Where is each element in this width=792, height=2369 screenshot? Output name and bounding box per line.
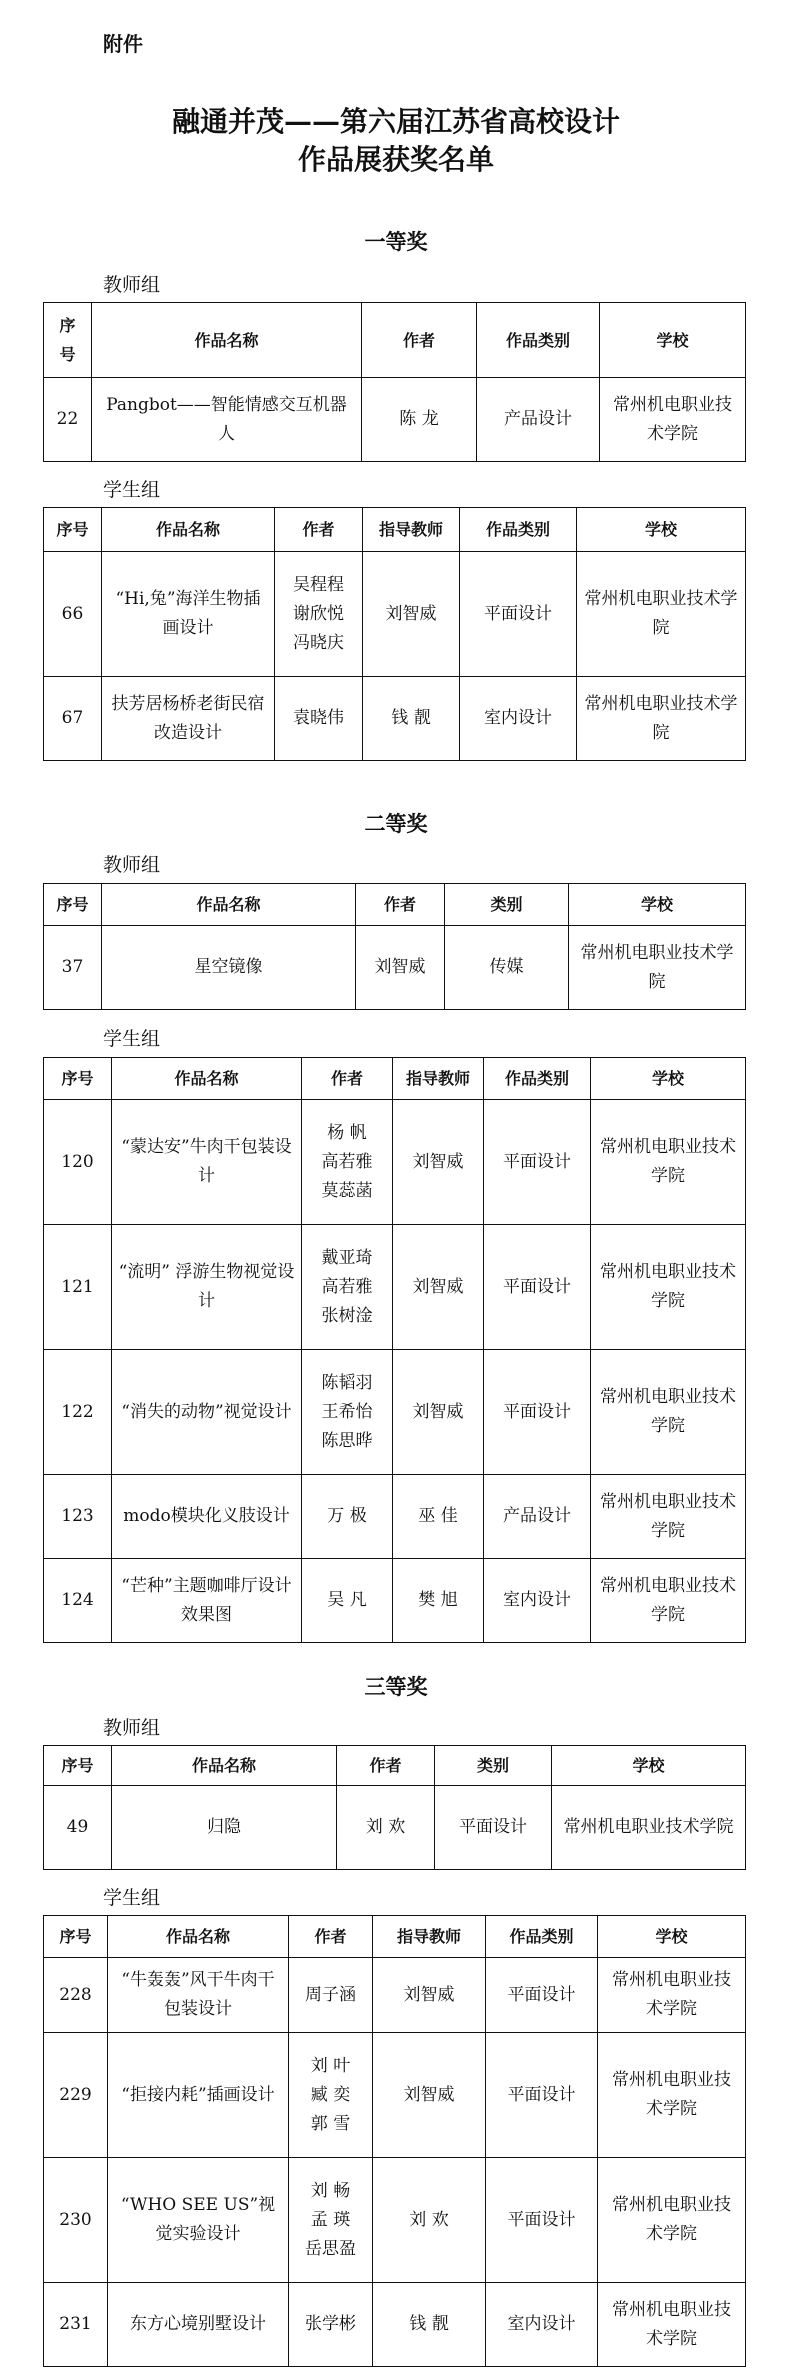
table-header-cell: 序号 xyxy=(44,1916,108,1958)
table-cell: 123 xyxy=(44,1475,112,1559)
table-cell: 钱 靓 xyxy=(363,677,460,761)
table-header-cell: 指导教师 xyxy=(373,1916,486,1958)
attachment-label: 附件 xyxy=(103,32,143,56)
table-cell: “Hi,兔”海洋生物插画设计 xyxy=(102,552,275,677)
table-cell: 戴亚琦 高若雅 张树淦 xyxy=(302,1225,393,1350)
table-cell: 平面设计 xyxy=(486,2158,598,2283)
table-cell: “拒接内耗”插画设计 xyxy=(108,2033,289,2158)
second-prize-heading: 二等奖 xyxy=(364,811,428,836)
table-header-cell: 序号 xyxy=(44,508,102,552)
table-cell: modo模块化义肢设计 xyxy=(112,1475,302,1559)
table-cell: 樊 旭 xyxy=(393,1559,484,1643)
table-cell: Pangbot——智能情感交互机器人 xyxy=(92,378,362,462)
table-cell: 巫 佳 xyxy=(393,1475,484,1559)
table-header-cell: 学校 xyxy=(552,1746,746,1786)
table-cell: 常州机电职业技术学院 xyxy=(600,378,746,462)
table-cell: 室内设计 xyxy=(460,677,577,761)
second-prize-student-group: 学生组 xyxy=(103,1028,161,1050)
table-cell: 刘 叶 臧 奕 郭 雪 xyxy=(289,2033,373,2158)
table-cell: 陈韬羽 王希怡 陈思晔 xyxy=(302,1350,393,1475)
table-row xyxy=(44,1225,746,1350)
table-cell: 常州机电职业技术学院 xyxy=(591,1559,746,1643)
table-cell: 刘智威 xyxy=(373,2033,486,2158)
table-header-cell: 序号 xyxy=(44,884,102,926)
table-header-cell: 作者 xyxy=(289,1916,373,1958)
table-cell: 平面设计 xyxy=(486,1958,598,2033)
table-header-cell: 序号 xyxy=(44,1746,112,1786)
table-cell: 67 xyxy=(44,677,102,761)
third-prize-student-table xyxy=(43,1915,746,2367)
header-school: 学校 xyxy=(600,303,746,378)
table-cell: 平面设计 xyxy=(460,552,577,677)
table-cell: 刘智威 xyxy=(363,552,460,677)
table-cell: 平面设计 xyxy=(484,1225,591,1350)
table-cell: “牛轰轰”风干牛肉干包装设计 xyxy=(108,1958,289,2033)
first-prize-student-table xyxy=(43,507,746,761)
header-no: 序 号 xyxy=(44,303,92,378)
table-header-cell: 作品类别 xyxy=(486,1916,598,1958)
header-author: 作者 xyxy=(362,303,477,378)
second-prize-student-table xyxy=(43,1057,746,1643)
table-row xyxy=(44,378,746,462)
table-row xyxy=(44,926,746,1010)
table-cell: 陈 龙 xyxy=(362,378,477,462)
table-header-cell: 指导教师 xyxy=(393,1058,484,1100)
table-row xyxy=(44,1100,746,1225)
table-header-cell: 类别 xyxy=(435,1746,552,1786)
table-cell: 常州机电职业技术学院 xyxy=(552,1786,746,1870)
table-cell: 229 xyxy=(44,2033,108,2158)
table-cell: 刘智威 xyxy=(393,1225,484,1350)
table-row xyxy=(44,552,746,677)
table-cell: 刘智威 xyxy=(356,926,445,1010)
table-header-cell: 学校 xyxy=(577,508,746,552)
table-cell: 37 xyxy=(44,926,102,1010)
table-header-cell: 作品类别 xyxy=(484,1058,591,1100)
first-prize-student-group: 学生组 xyxy=(103,479,161,501)
table-header-cell: 作者 xyxy=(302,1058,393,1100)
table-cell: 刘智威 xyxy=(393,1100,484,1225)
table-row xyxy=(44,1475,746,1559)
table-cell: 228 xyxy=(44,1958,108,2033)
table-header-cell: 作品类别 xyxy=(460,508,577,552)
table-header-cell: 作者 xyxy=(275,508,363,552)
table-cell: 231 xyxy=(44,2283,108,2367)
table-cell: 产品设计 xyxy=(484,1475,591,1559)
table-cell: 平面设计 xyxy=(435,1786,552,1870)
table-row xyxy=(44,2283,746,2367)
table-row xyxy=(44,1958,746,2033)
table-cell: 常州机电职业技术学院 xyxy=(569,926,746,1010)
table-cell: 120 xyxy=(44,1100,112,1225)
table-cell: “流明” 浮游生物视觉设计 xyxy=(112,1225,302,1350)
table-header-cell: 类别 xyxy=(445,884,569,926)
page-title-line1: 融通并茂——第六届江苏省高校设计 xyxy=(171,105,620,138)
table-cell: 常州机电职业技术学院 xyxy=(598,2033,746,2158)
table-cell: 产品设计 xyxy=(477,378,600,462)
table-cell: 常州机电职业技术学院 xyxy=(598,2283,746,2367)
table-header-cell: 作品名称 xyxy=(112,1746,337,1786)
table-row xyxy=(44,2033,746,2158)
table-cell: 常州机电职业技术学院 xyxy=(598,2158,746,2283)
table-cell: 室内设计 xyxy=(486,2283,598,2367)
table-cell: 杨 帆 高若雅 莫蕊菡 xyxy=(302,1100,393,1225)
header-work: 作品名称 xyxy=(92,303,362,378)
table-row xyxy=(44,677,746,761)
table-header-cell: 学校 xyxy=(569,884,746,926)
table-cell: 平面设计 xyxy=(486,2033,598,2158)
table-header-cell: 学校 xyxy=(598,1916,746,1958)
table-cell: 钱 靓 xyxy=(373,2283,486,2367)
table-cell: 吴程程 谢欣悦 冯晓庆 xyxy=(275,552,363,677)
table-cell: 常州机电职业技术学院 xyxy=(591,1100,746,1225)
table-cell: 扶芳居杨桥老街民宿改造设计 xyxy=(102,677,275,761)
table-header-cell: 作品名称 xyxy=(112,1058,302,1100)
table-row xyxy=(44,1350,746,1475)
table-cell: 230 xyxy=(44,2158,108,2283)
table-cell: 周子涵 xyxy=(289,1958,373,2033)
first-prize-teacher-group: 教师组 xyxy=(103,274,161,296)
table-cell: 袁晓伟 xyxy=(275,677,363,761)
table-cell: 归隐 xyxy=(112,1786,337,1870)
table-cell: 常州机电职业技术学院 xyxy=(598,1958,746,2033)
table-cell: 常州机电职业技术学院 xyxy=(591,1225,746,1350)
table-cell: 66 xyxy=(44,552,102,677)
table-header-cell: 作品名称 xyxy=(102,884,356,926)
table-cell: 刘 欢 xyxy=(337,1786,435,1870)
table-cell: 室内设计 xyxy=(484,1559,591,1643)
table-cell: 刘 欢 xyxy=(373,2158,486,2283)
table-cell: 平面设计 xyxy=(484,1100,591,1225)
table-cell: 常州机电职业技术学院 xyxy=(577,677,746,761)
page-title-line2: 作品展获奖名单 xyxy=(297,143,494,176)
table-cell: 刘智威 xyxy=(373,1958,486,2033)
table-cell: 刘 畅 孟 瑛 岳思盈 xyxy=(289,2158,373,2283)
table-cell: 传媒 xyxy=(445,926,569,1010)
table-cell: 常州机电职业技术学院 xyxy=(591,1350,746,1475)
table-header-cell: 作品名称 xyxy=(108,1916,289,1958)
table-header-cell: 序号 xyxy=(44,1058,112,1100)
table-cell: “WHO SEE US”视觉实验设计 xyxy=(108,2158,289,2283)
table-cell: 124 xyxy=(44,1559,112,1643)
table-cell: 万 极 xyxy=(302,1475,393,1559)
table-cell: 22 xyxy=(44,378,92,462)
table-row xyxy=(44,1559,746,1643)
third-prize-teacher-table xyxy=(43,1745,746,1870)
table-header-cell: 作品名称 xyxy=(102,508,275,552)
header-category: 作品类别 xyxy=(477,303,600,378)
table-cell: 49 xyxy=(44,1786,112,1870)
table-cell: 东方心境别墅设计 xyxy=(108,2283,289,2367)
second-prize-teacher-group: 教师组 xyxy=(103,854,161,876)
third-prize-heading: 三等奖 xyxy=(364,1674,428,1699)
table-cell: 刘智威 xyxy=(393,1350,484,1475)
table-row xyxy=(44,1786,746,1870)
table-cell: 常州机电职业技术学院 xyxy=(591,1475,746,1559)
first-prize-teacher-table xyxy=(43,302,746,462)
third-prize-student-group: 学生组 xyxy=(103,1887,161,1909)
table-header-cell: 作者 xyxy=(337,1746,435,1786)
table-cell: 121 xyxy=(44,1225,112,1350)
table-cell: 常州机电职业技术学院 xyxy=(577,552,746,677)
table-row xyxy=(44,2158,746,2283)
third-prize-teacher-group: 教师组 xyxy=(103,1717,161,1739)
table-cell: “芒种”主题咖啡厅设计效果图 xyxy=(112,1559,302,1643)
table-header-cell: 学校 xyxy=(591,1058,746,1100)
table-cell: 吴 凡 xyxy=(302,1559,393,1643)
table-cell: 张学彬 xyxy=(289,2283,373,2367)
table-cell: 平面设计 xyxy=(484,1350,591,1475)
table-cell: 星空镜像 xyxy=(102,926,356,1010)
second-prize-teacher-table xyxy=(43,883,746,1010)
table-header-cell: 指导教师 xyxy=(363,508,460,552)
table-header-cell: 作者 xyxy=(356,884,445,926)
table-cell: “蒙达安”牛肉干包装设计 xyxy=(112,1100,302,1225)
first-prize-heading: 一等奖 xyxy=(364,229,428,254)
table-cell: “消失的动物”视觉设计 xyxy=(112,1350,302,1475)
table-cell: 122 xyxy=(44,1350,112,1475)
